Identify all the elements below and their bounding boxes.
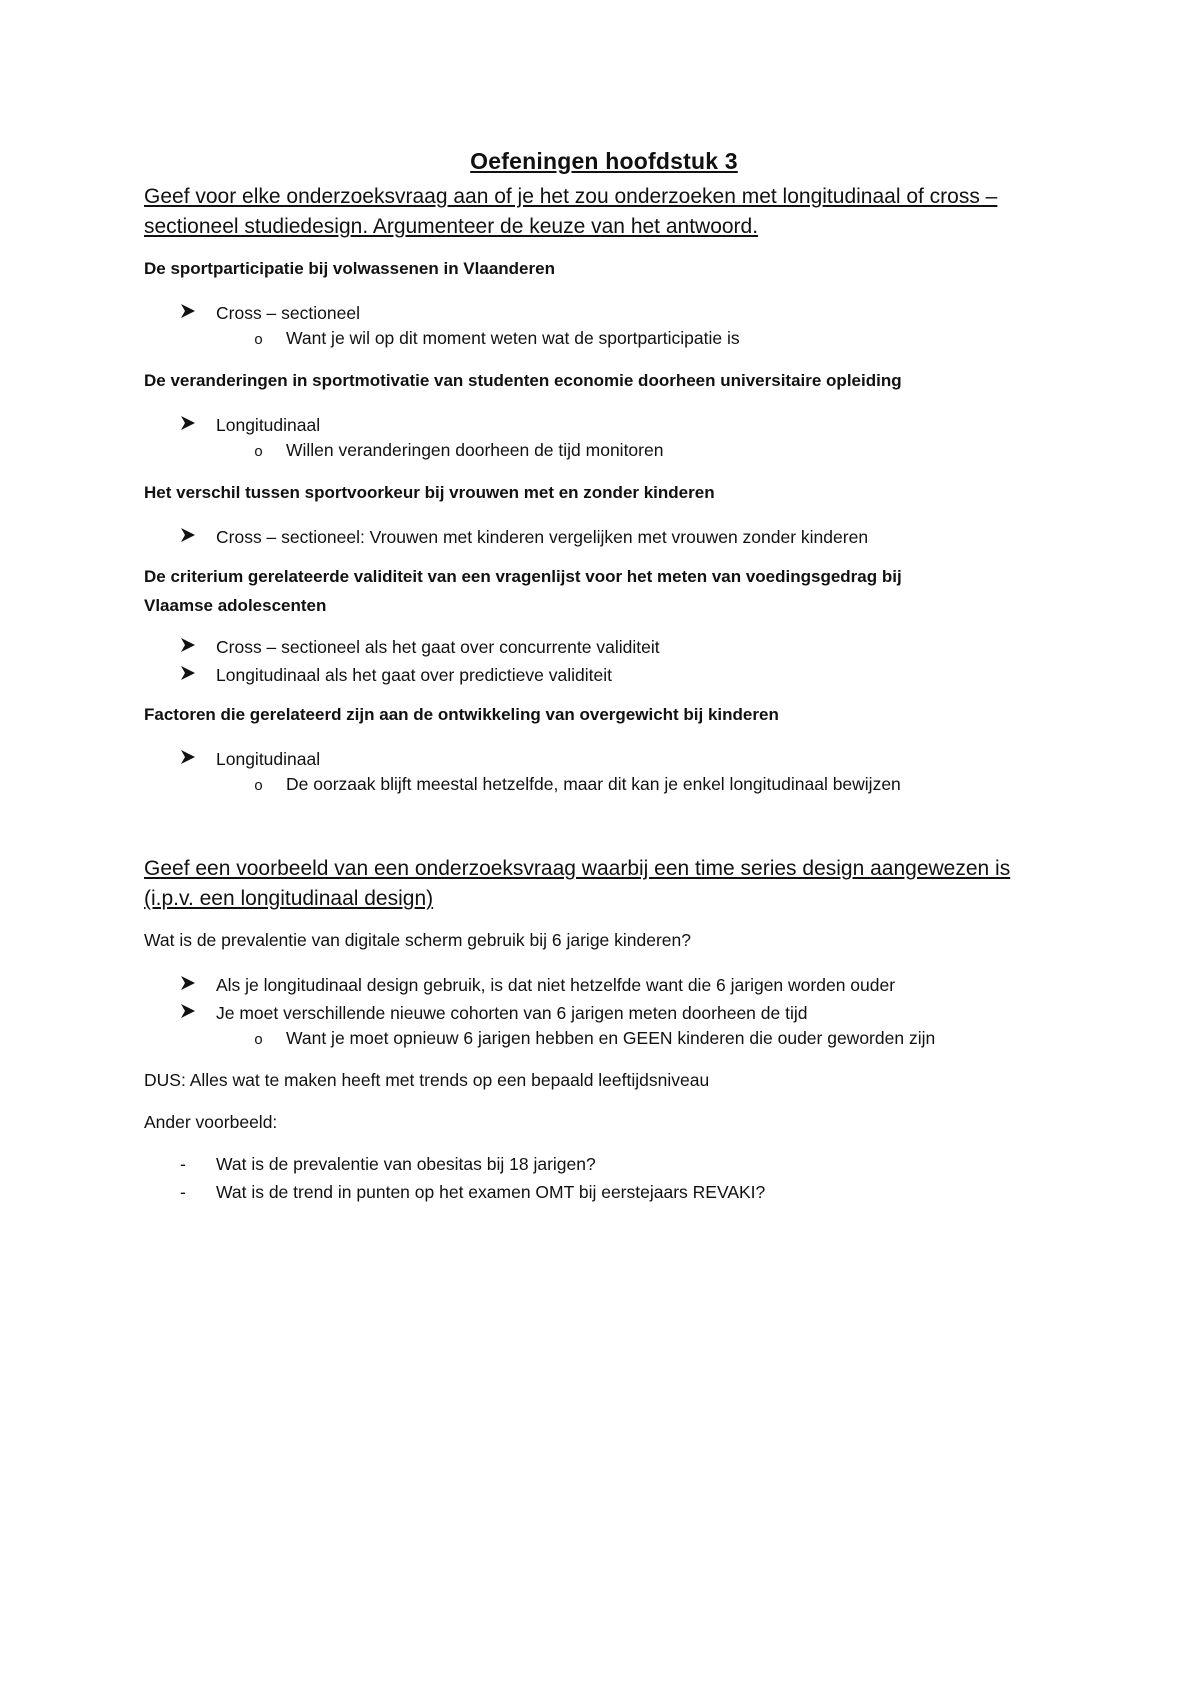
page-title: Oefeningen hoofdstuk 3 (470, 148, 738, 174)
section-heading-line: (i.p.v. een longitudinaal design) (144, 887, 434, 910)
arrow-bullet-icon (180, 968, 216, 997)
list-item (180, 1150, 1064, 1179)
other-example-label: Ander voorbeeld: (144, 1112, 278, 1132)
list-item (180, 742, 1064, 774)
section-heading (144, 182, 1064, 242)
arrow-bullet-icon (180, 996, 216, 1025)
dash-bullet-marker: - (180, 1182, 186, 1202)
example-text: Wat is de trend in punten op het examen OMT bij eerstejaars REVAKI? (216, 1182, 766, 1202)
list-item (180, 968, 1064, 1000)
question: De veranderingen in sportmotivatie van studenten economie doorheen universitaire opleiding (144, 371, 902, 390)
arrow-bullet-icon (180, 658, 216, 687)
arrow-bullet-icon (180, 742, 216, 771)
question: Factoren die gerelateerd zijn aan de ontwikkeling van overgewicht bij kinderen (144, 705, 779, 724)
list-item (180, 296, 1064, 328)
list-item (254, 324, 1064, 355)
answer-text: Als je longitudinaal design gebruik, is dat niet hetzelfde want die 6 jarigen worden ouder (216, 974, 896, 995)
sub-bullet-marker: o (254, 332, 264, 349)
sub-answer-text: Want je moet opnieuw 6 jarigen hebben en GEEN kinderen die ouder geworden zijn (286, 1028, 936, 1048)
document-page (144, 0, 1064, 1698)
question-line: De criterium gerelateerde validiteit van een vragenlijst voor het meten van voedingsgedrag bij (144, 567, 902, 586)
section-heading-line: Geef voor elke onderzoeksvraag aan of je het zou onderzoeken met longitudinaal of cross – (144, 185, 998, 208)
answer-text: Je moet verschillende nieuwe cohorten van 6 jarigen meten doorheen de tijd (216, 1002, 808, 1023)
arrow-bullet-icon (180, 296, 216, 325)
sub-answer-text: De oorzaak blijft meestal hetzelfde, maar dit kan je enkel longitudinaal bewijzen (286, 774, 901, 794)
list-item (254, 436, 1064, 467)
arrow-bullet-icon (180, 408, 216, 437)
question: De sportparticipatie bij volwassenen in Vlaanderen (144, 259, 555, 278)
list-item (180, 630, 1064, 662)
arrow-bullet-icon (180, 520, 216, 549)
question-line: Vlaamse adolescenten (144, 596, 327, 615)
answer-text: Longitudinaal (216, 414, 321, 435)
question: Het verschil tussen sportvoorkeur bij vrouwen met en zonder kinderen (144, 483, 715, 502)
answer-text: Longitudinaal (216, 748, 321, 769)
arrow-bullet-icon (180, 630, 216, 659)
example-question: Wat is de prevalentie van digitale scherm gebruik bij 6 jarige kinderen? (144, 930, 692, 950)
section-heading-line: Geef een voorbeeld van een onderzoeksvraag waarbij een time series design aangewezen is (144, 857, 1011, 880)
conclusion-text: DUS: Alles wat te maken heeft met trends op een bepaald leeftijdsniveau (144, 1070, 710, 1090)
sub-bullet-marker: o (254, 444, 264, 461)
dash-bullet-marker: - (180, 1154, 186, 1174)
list-item (254, 1024, 1064, 1055)
answer-text: Cross – sectioneel als het gaat over concurrente validiteit (216, 636, 660, 657)
list-item (180, 408, 1064, 440)
list-item (180, 658, 1064, 690)
section-heading (144, 854, 1064, 914)
list-item (254, 770, 1064, 801)
list-item (180, 996, 1064, 1028)
sub-bullet-marker: o (254, 1032, 264, 1049)
sub-answer-text: Willen veranderingen doorheen de tijd monitoren (286, 440, 664, 460)
example-text: Wat is de prevalentie van obesitas bij 18 jarigen? (216, 1154, 596, 1174)
section-heading-line: sectioneel studiedesign. Argumenteer de keuze van het antwoord. (144, 215, 759, 238)
answer-text: Cross – sectioneel: Vrouwen met kinderen vergelijken met vrouwen zonder kinderen (216, 526, 869, 547)
sub-bullet-marker: o (254, 778, 264, 795)
answer-text: Longitudinaal als het gaat over predictieve validiteit (216, 664, 612, 685)
answer-text: Cross – sectioneel (216, 302, 360, 323)
list-item (180, 520, 1064, 552)
question (144, 562, 1064, 620)
list-item (180, 1178, 1064, 1207)
sub-answer-text: Want je wil op dit moment weten wat de sportparticipatie is (286, 328, 740, 348)
